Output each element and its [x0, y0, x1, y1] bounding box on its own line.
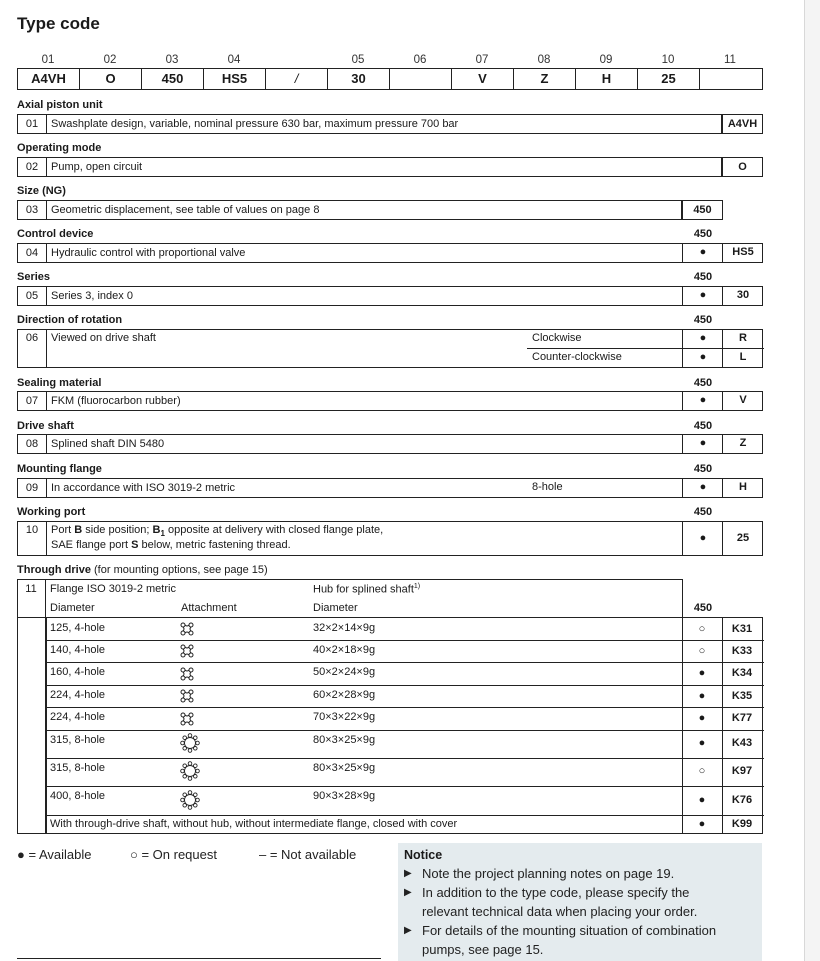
flange-4-hole-icon — [180, 712, 194, 731]
size-label: 450 — [693, 602, 713, 614]
availability-dot: ● — [699, 532, 707, 544]
triangle-bullet-icon: ▶ — [404, 887, 412, 898]
size-label: 450 — [693, 463, 713, 475]
col-diameter: Diameter — [50, 602, 95, 614]
option-code: K35 — [731, 690, 753, 702]
availability-dot: ● — [698, 794, 706, 806]
availability-dot: ● — [699, 246, 707, 258]
section-header: Working port — [17, 506, 86, 518]
row-text: Pump, open circuit — [51, 161, 143, 173]
option-code: A4VH — [722, 114, 763, 134]
col-num: 01 — [41, 54, 55, 66]
code-cell: A4VH — [18, 69, 80, 89]
td-hub: 60×2×28×9g — [313, 689, 376, 701]
option-code: 30 — [736, 289, 750, 301]
flange-8-hole-icon — [180, 790, 200, 815]
option-code: K76 — [731, 794, 753, 806]
availability-dot: ● — [698, 712, 706, 724]
row-text: Splined shaft DIN 5480 — [51, 438, 165, 450]
hub-label: Hub for splined shaft$^{1)}$ — [313, 583, 421, 596]
row-text: Viewed on drive shaft — [51, 332, 156, 344]
size-label: 450 — [693, 228, 713, 240]
availability-dot: ○ — [698, 765, 706, 777]
size-label: 450 — [693, 506, 713, 518]
option-code: Z — [739, 437, 747, 449]
td-hub: 80×3×25×9g — [313, 734, 376, 746]
flange-8-hole-icon — [180, 761, 200, 786]
flange-4-hole-icon — [180, 667, 194, 686]
size-label: 450 — [693, 271, 713, 283]
availability-dot: ● — [698, 690, 706, 702]
type-code-column-numbers — [17, 54, 763, 68]
option-code: H — [739, 481, 747, 493]
td-hub: 90×3×28×9g — [313, 790, 376, 802]
td-diameter: 140, 4-hole — [50, 644, 106, 656]
td-diameter: 160, 4-hole — [50, 666, 106, 678]
row-text: Hydraulic control with proportional valve — [51, 247, 246, 259]
vertical-scrollbar[interactable] — [804, 0, 820, 961]
legend-not-available: – = Not available — [259, 847, 357, 862]
code-cell: O — [80, 69, 142, 89]
option-code: L — [739, 351, 747, 363]
legend-on-request: ○ = On request — [130, 847, 217, 862]
row-number: 06 — [25, 332, 39, 344]
col-num: 09 — [599, 54, 613, 66]
option-row-double — [17, 521, 763, 556]
availability-dot: ● — [699, 481, 707, 493]
flange-8-hole-icon — [180, 733, 200, 758]
td-hub: 50×2×24×9g — [313, 666, 376, 678]
availability-dot: ● — [698, 737, 706, 749]
option-code: K43 — [731, 737, 753, 749]
code-cell: 30 — [328, 69, 390, 89]
flange-4-hole-icon — [180, 622, 194, 641]
col-num: 05 — [351, 54, 365, 66]
row-text: Swashplate design, variable, nominal pressure 630 bar, maximum pressure 700 bar — [51, 118, 459, 130]
row-number: 01 — [18, 115, 47, 133]
option-row — [17, 286, 763, 306]
code-cell: V — [452, 69, 514, 89]
code-cell-separator: / — [266, 69, 328, 89]
row-text: Series 3, index 0 — [51, 290, 133, 302]
notice-box: Notice ▶ Note the project planning notes on page 19. ▶ In addition to the type code, please specify the relevant technical data when placing your order. ▶ For details of the mounting situation of combination pumps, see page 15. — [398, 843, 762, 961]
option-row — [17, 114, 722, 134]
td-diameter: 224, 4-hole — [50, 711, 106, 723]
option-row — [17, 478, 763, 498]
option-row — [17, 243, 763, 263]
col-hub-diameter: Diameter — [313, 602, 358, 614]
option-row — [17, 391, 763, 411]
row-number: 02 — [18, 158, 47, 176]
availability-dot: ○ — [698, 645, 706, 657]
option-code: R — [739, 332, 747, 344]
code-cell: Z — [514, 69, 576, 89]
section-header: Direction of rotation — [17, 314, 123, 326]
option-code: O — [722, 157, 763, 177]
option-label: Counter-clockwise — [532, 351, 622, 363]
availability-dot: ● — [698, 667, 706, 679]
option-label: Clockwise — [532, 332, 582, 344]
col-num: 08 — [537, 54, 551, 66]
type-code-bar — [17, 68, 763, 90]
option-row — [17, 434, 763, 454]
option-row-double — [17, 329, 763, 368]
row-text-line2: SAE flange port S below, metric fastening thread. — [51, 539, 291, 551]
availability-dot: ● — [699, 394, 707, 406]
section-header: Sealing material — [17, 377, 102, 389]
option-code: HS5 — [732, 246, 754, 258]
row-text: In accordance with ISO 3019-2 metric — [51, 482, 236, 494]
option-code: K34 — [731, 667, 753, 679]
td-hub: 70×3×22×9g — [313, 711, 376, 723]
td-diameter: 125, 4-hole — [50, 622, 106, 634]
option-code: 25 — [736, 532, 750, 544]
legend-available: ● = Available — [17, 847, 92, 862]
section-header: Through drive (for mounting options, see page 15) — [17, 564, 268, 576]
option-row — [17, 200, 682, 220]
col-num: 10 — [661, 54, 675, 66]
row-number: 10 — [25, 524, 39, 536]
code-cell: 25 — [638, 69, 700, 89]
section-header: Operating mode — [17, 142, 102, 154]
code-cell — [700, 69, 762, 89]
row-number: 08 — [18, 435, 47, 453]
option-code: K31 — [731, 623, 753, 635]
td-diameter: 315, 8-hole — [50, 734, 106, 746]
size-label: 450 — [693, 377, 713, 389]
section-header: Drive shaft — [17, 420, 74, 432]
td-diameter: 400, 8-hole — [50, 790, 106, 802]
row-number: 09 — [18, 479, 47, 497]
col-attachment: Attachment — [181, 602, 237, 614]
flange-4-hole-icon — [180, 644, 194, 663]
option-code: 450 — [682, 200, 723, 220]
row-number: 11 — [25, 583, 37, 595]
td-last-text: With through-drive shaft, without hub, without intermediate flange, closed with cover — [50, 818, 458, 830]
availability-dot: ● — [699, 289, 707, 301]
row-number: 04 — [18, 244, 47, 262]
option-code: K99 — [731, 818, 753, 830]
row-number: 03 — [18, 201, 47, 219]
td-hub: 32×2×14×9g — [313, 622, 376, 634]
section-header: Mounting flange — [17, 463, 102, 475]
td-hub: 40×2×18×9g — [313, 644, 376, 656]
col-num: 04 — [227, 54, 241, 66]
row-text: Geometric displacement, see table of values on page 8 — [51, 204, 320, 216]
option-code: V — [739, 394, 747, 406]
option-code: K97 — [731, 765, 753, 777]
code-cell — [390, 69, 452, 89]
col-num: 06 — [413, 54, 427, 66]
availability-dot: ● — [699, 351, 707, 363]
code-cell: HS5 — [204, 69, 266, 89]
row-number: 07 — [18, 392, 47, 410]
td-diameter: 315, 8-hole — [50, 762, 106, 774]
section-header: Axial piston unit — [17, 99, 103, 111]
td-diameter: 224, 4-hole — [50, 689, 106, 701]
notice-title: Notice — [404, 848, 443, 862]
through-drive-table — [17, 617, 763, 834]
triangle-bullet-icon: ▶ — [404, 868, 412, 879]
size-label: 450 — [693, 420, 713, 432]
row-number: 05 — [18, 287, 47, 305]
availability-dot: ○ — [698, 623, 706, 635]
row-text-line1: Port B side position; $B_1$ opposite at delivery with closed flange plate, — [51, 524, 384, 539]
availability-dot: ● — [698, 818, 706, 830]
col-num: 03 — [165, 54, 179, 66]
flange-4-hole-icon — [180, 689, 194, 708]
code-cell: 450 — [142, 69, 204, 89]
option-code: K77 — [731, 712, 753, 724]
option-row — [17, 157, 722, 177]
section-header: Size (NG) — [17, 185, 66, 197]
availability-dot: ● — [699, 332, 707, 344]
col-num: 11 — [724, 54, 736, 66]
td-hub: 80×3×25×9g — [313, 762, 376, 774]
option-label: 8-hole — [532, 481, 563, 493]
flange-label: Flange ISO 3019-2 metric — [50, 583, 176, 595]
col-num: 02 — [103, 54, 117, 66]
option-code: K33 — [731, 645, 753, 657]
code-cell: H — [576, 69, 638, 89]
availability-dot: ● — [699, 437, 707, 449]
row-text: FKM (fluorocarbon rubber) — [51, 395, 181, 407]
col-num: 07 — [475, 54, 489, 66]
page-title: Type code — [17, 14, 100, 33]
section-header: Control device — [17, 228, 94, 240]
triangle-bullet-icon: ▶ — [404, 925, 412, 936]
size-label: 450 — [693, 314, 713, 326]
section-header: Series — [17, 271, 51, 283]
